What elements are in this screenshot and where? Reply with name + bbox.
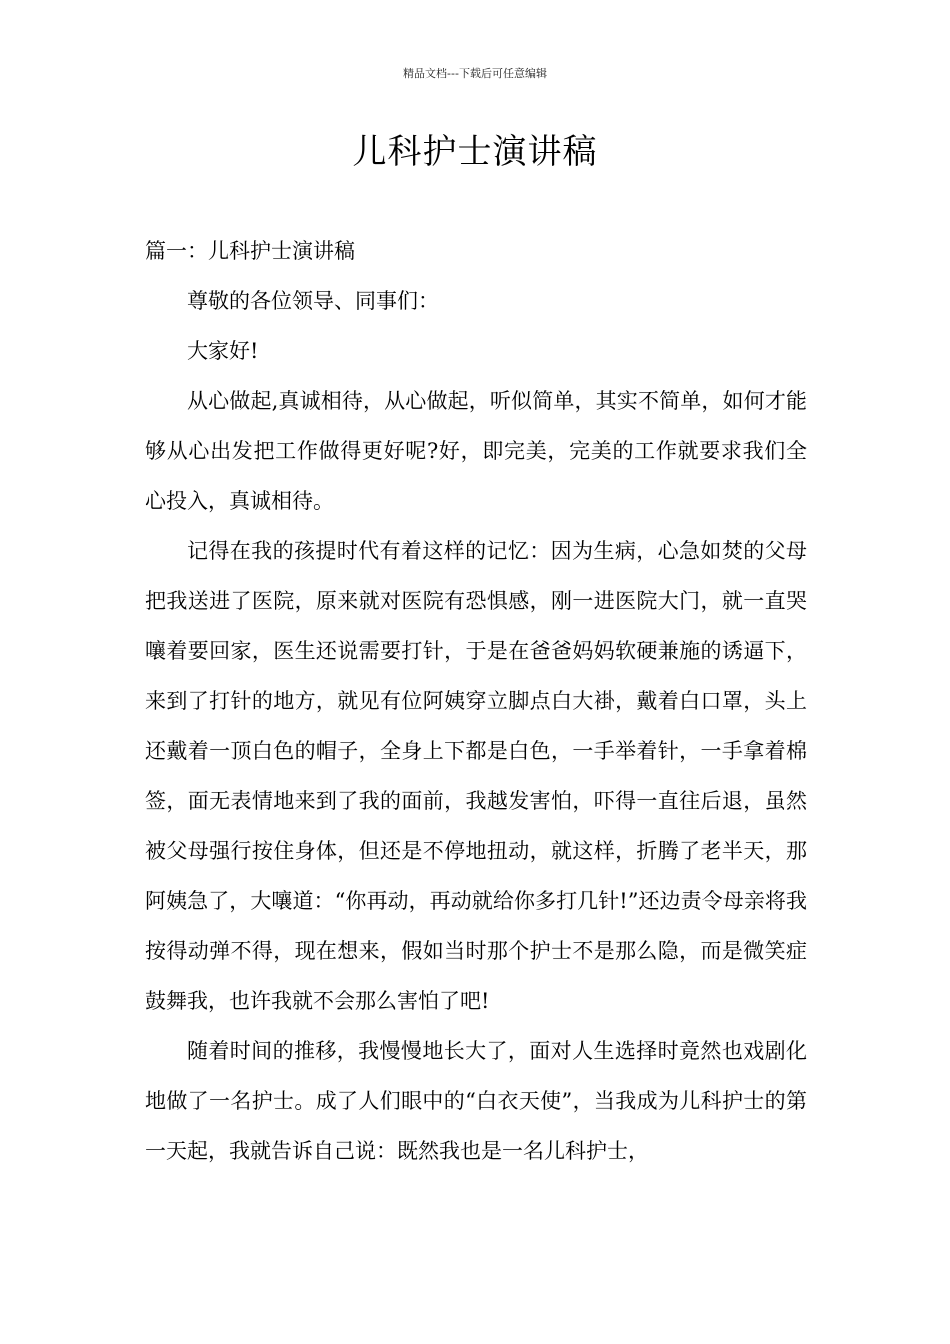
section-heading: 篇一：儿科护士演讲稿 xyxy=(145,239,355,263)
document-title: 儿科护士演讲稿 xyxy=(352,132,598,172)
document-body xyxy=(145,226,807,1176)
paragraph-greeting: 大家好! xyxy=(187,339,259,363)
paragraph: 从心做起,真诚相待，从心做起，听似简单，其实不简单，如何才能够从心出发把工作做得更好呢?好，即完美，完美的工作就要求我们全心投入，真诚相待。 xyxy=(145,389,807,513)
paragraph-salutation: 尊敬的各位领导、同事们： xyxy=(187,289,439,313)
paragraph: 随着时间的推移，我慢慢地长大了，面对人生选择时竟然也戏剧化地做了一名护士。成了人们眼中的“白衣天使”，当我成为儿科护士的第一天起，我就告诉自己说：既然我也是一名儿科护士， xyxy=(145,1039,807,1163)
paragraph: 记得在我的孩提时代有着这样的记忆：因为生病，心急如焚的父母把我送进了医院，原来就对医院有恐惧感，刚一进医院大门，就一直哭嚷着要回家，医生还说需要打针，于是在爸爸妈妈软硬兼施的诱逼下，来到了打针的地方，就见有位阿姨穿立脚点白大褂，戴着白口罩，头上还戴着一顶白色的帽子，全身上下都是白色，一手举着针，一手拿着棉签，面无表情地来到了我的面前，我越发害怕，吓得一直往后退，虽然被父母强行按住身体，但还是不停地扭动，就这样，折腾了老半天，那阿姨急了，大嚷道：“你再动，再动就给你多打几针!”还边责令母亲将我按得动弹不得，现在想来，假如当时那个护士不是那么隐，而是微笑症鼓舞我，也许我就不会那么害怕了吧! xyxy=(145,539,807,1013)
header-note: 精品文档---下载后可任意编辑 xyxy=(403,67,547,80)
